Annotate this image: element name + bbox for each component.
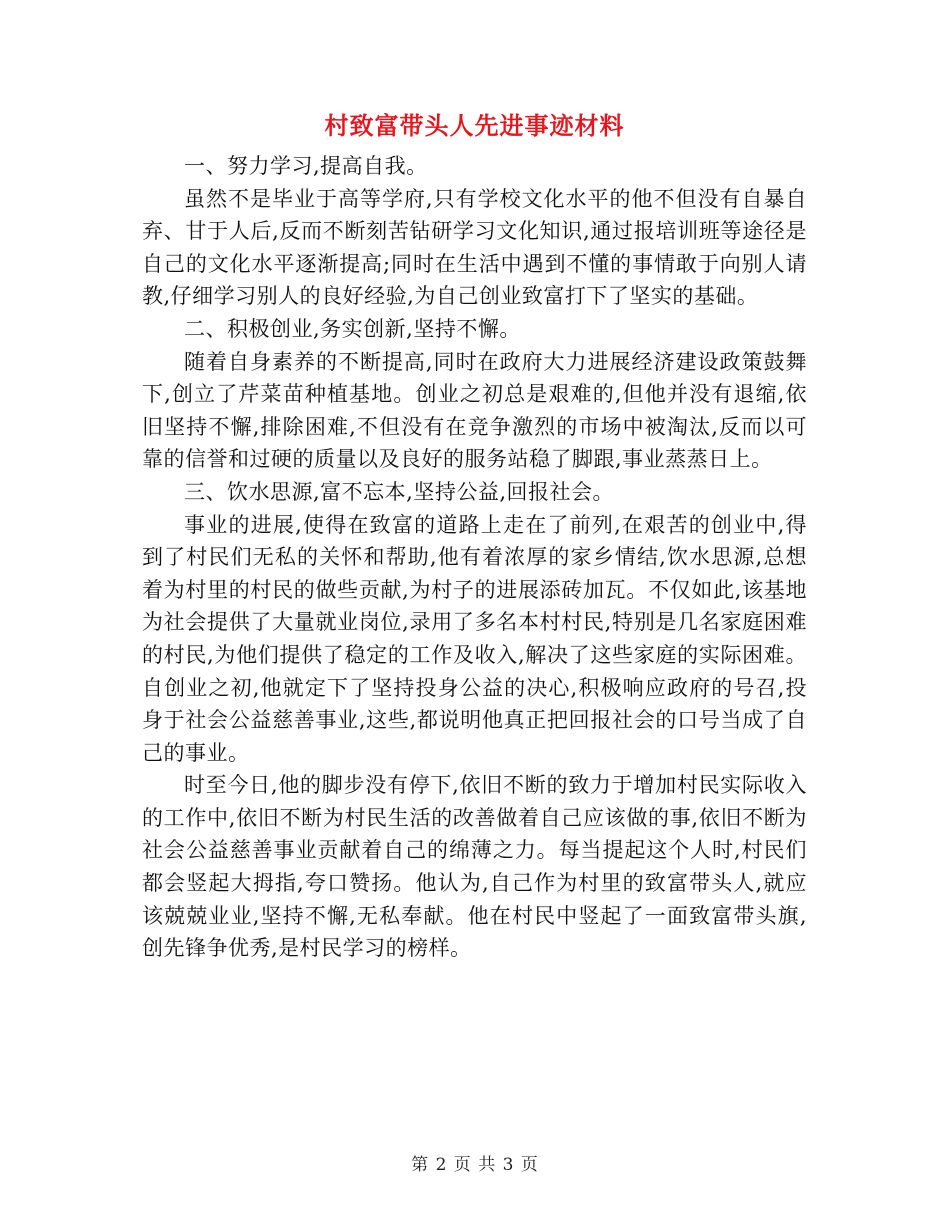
section-heading-3: 三、饮水思源,富不忘本,坚持公益,回报社会。 — [184, 479, 615, 504]
section-heading-2: 二、积极创业,务实创新,坚持不懈。 — [184, 316, 521, 341]
paragraph-2: 随着自身素养的不断提高,同时在政府大力进展经济建设政策鼓舞下,创立了芹菜苗种植基地。创业之初总是艰难的,但他并没有退缩,依旧坚持不懈,排除困难,不但没有在竞争激烈的市场中被淘汰,反而以可靠的信誉和过硬的质量以及良好的服务站稳了脚跟,事业蒸蒸日上。 — [142, 349, 807, 472]
document-body — [142, 108, 807, 965]
paragraph-1: 虽然不是毕业于高等学府,只有学校文化水平的他不但没有自暴自弃、甘于人后,反而不断刻苦钻研学习文化知识,通过报培训班等途径是自己的文化水平逐渐提高;同时在生活中遇到不懂的事情敢于向别人请教,仔细学习别人的良好经验,为自己创业致富打下了坚实的基础。 — [142, 186, 807, 309]
paragraph-3: 事业的进展,使得在致富的道路上走在了前列,在艰苦的创业中,得到了村民们无私的关怀和帮助,他有着浓厚的家乡情结,饮水思源,总想着为村里的村民的做些贡献,为村子的进展添砖加瓦。不仅如此,该基地为社会提供了大量就业岗位,录用了多名本村村民,特别是几名家庭困难的村民,为他们提供了稳定的工作及收入,解决了这些家庭的实际困难。自创业之初,他就定下了坚持投身公益的决心,积极响应政府的号召,投身于社会公益慈善事业,这些,都说明他真正把回报社会的口号当成了自己的事业。 — [142, 512, 807, 765]
paragraph-4: 时至今日,他的脚步没有停下,依旧不断的致力于增加村民实际收入的工作中,依旧不断为村民生活的改善做着自己应该做的事,依旧不断为社会公益慈善事业贡献着自己的绵薄之力。每当提起这个人时,村民们都会竖起大拇指,夸口赞扬。他认为,自己作为村里的致富带头人,就应该兢兢业业,坚持不懈,无私奉献。他在村民中竖起了一面致富带头旗,创先锋争优秀,是村民学习的榜样。 — [142, 773, 807, 961]
section-heading-1: 一、努力学习,提高自我。 — [184, 154, 428, 178]
page-number-footer: 第 2 页 共 3 页 — [411, 1155, 539, 1175]
document-title: 村致富带头人先进事迹材料 — [324, 111, 625, 140]
